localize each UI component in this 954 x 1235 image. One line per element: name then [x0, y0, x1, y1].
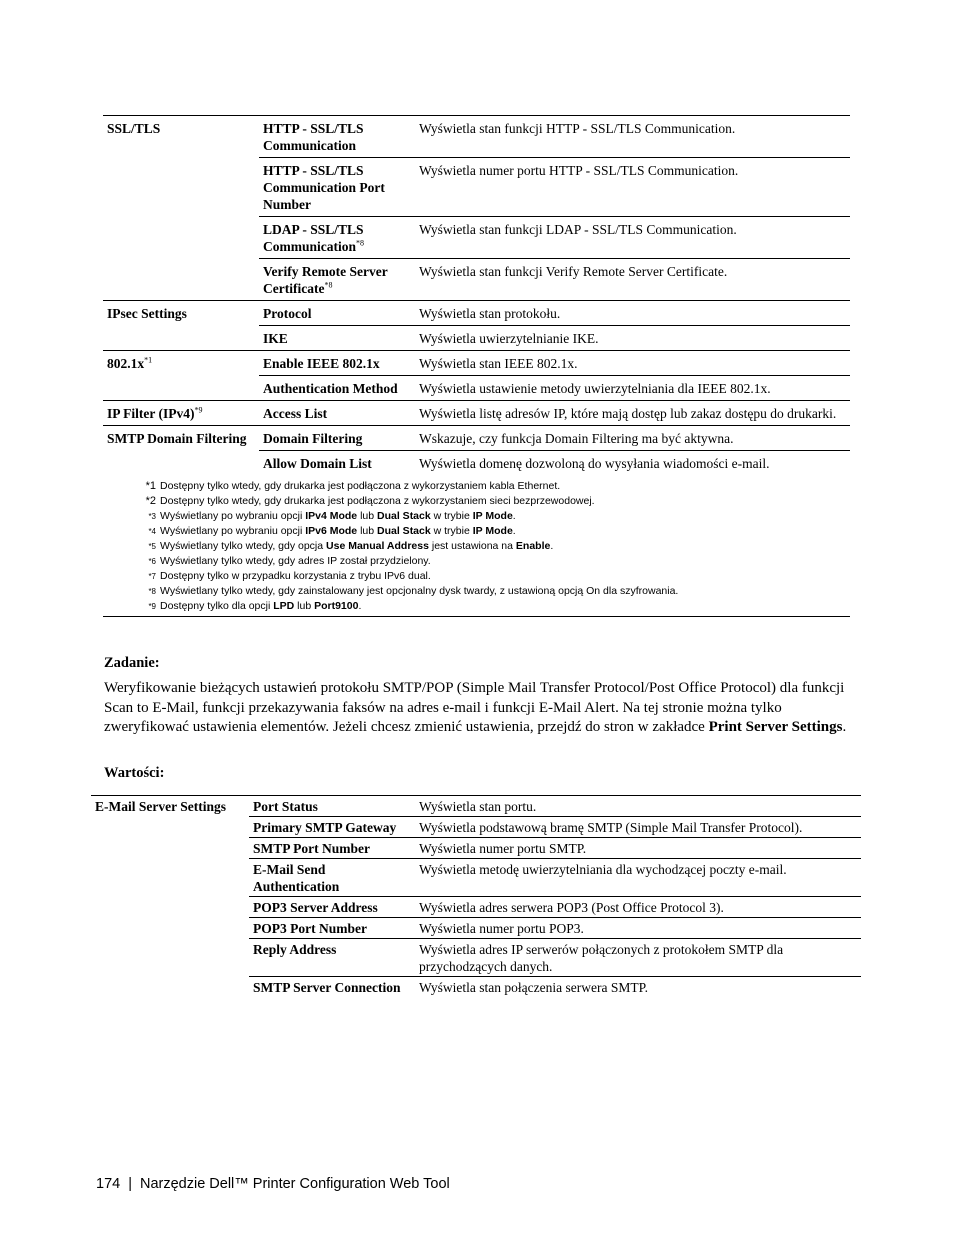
- footnote: *3 Wyświetlany po wybraniu opcji IPv4 Mode lub Dual Stack w trybie IP Mode.: [103, 509, 850, 524]
- footnote-mark: *6: [148, 557, 156, 566]
- footnote: *4 Wyświetlany po wybraniu opcji IPv6 Mode lub Dual Stack w trybie IP Mode.: [103, 524, 850, 539]
- group-label: SMTP Domain Filtering: [103, 426, 259, 451]
- setting-name: E-Mail Send Authentication: [249, 859, 415, 897]
- setting-name: Verify Remote Server Certificate$^{*8}$: [259, 259, 415, 301]
- table-row: [103, 401, 850, 426]
- group-label: SSL/TLS: [103, 116, 259, 158]
- table-row: [91, 796, 861, 817]
- setting-description: Wyświetla numer portu POP3.: [415, 918, 861, 939]
- setting-description: Wyświetla stan funkcji Verify Remote Server Certificate.: [415, 259, 850, 301]
- task-heading: Zadanie:: [104, 655, 160, 671]
- security-settings-table: [103, 115, 850, 475]
- setting-name: LDAP - SSL/TLS Communication$^{*8}$: [259, 217, 415, 259]
- footnote: *1 Dostępny tylko wtedy, gdy drukarka jest podłączona z wykorzystaniem kabla Ethernet.: [103, 479, 850, 494]
- table-row: [103, 259, 850, 301]
- setting-name: Authentication Method: [259, 376, 415, 401]
- setting-name: Port Status: [249, 796, 415, 817]
- footnote-mark: *2: [145, 495, 156, 507]
- footnote: *7 Dostępny tylko w przypadku korzystania z trybu IPv6 dual.: [103, 569, 850, 584]
- footnote: *2 Dostępny tylko wtedy, gdy drukarka jest podłączona z wykorzystaniem sieci bezprzewodowej.: [103, 494, 850, 509]
- footnote: *5 Wyświetlany tylko wtedy, gdy opcja Use Manual Address jest ustawiona na Enable.: [103, 539, 850, 554]
- setting-description: Wyświetla numer portu SMTP.: [415, 838, 861, 859]
- footnotes: [103, 479, 850, 617]
- setting-name: HTTP - SSL/TLS Communication: [259, 116, 415, 158]
- setting-name: Reply Address: [249, 939, 415, 977]
- setting-description: Wyświetla stan portu.: [415, 796, 861, 817]
- setting-name: POP3 Port Number: [249, 918, 415, 939]
- setting-description: Wskazuje, czy funkcja Domain Filtering ma być aktywna.: [415, 426, 850, 451]
- setting-description: Wyświetla domenę dozwoloną do wysyłania wiadomości e-mail.: [415, 451, 850, 476]
- setting-name: Protocol: [259, 301, 415, 326]
- footer-title: Narzędzie Dell™ Printer Configuration Web Tool: [139, 1176, 450, 1192]
- table-row: [103, 301, 850, 326]
- table-row: [103, 351, 850, 376]
- group-label: IPsec Settings: [103, 301, 259, 326]
- setting-name: Allow Domain List: [259, 451, 415, 476]
- setting-description: Wyświetla stan funkcji HTTP - SSL/TLS Communication.: [415, 116, 850, 158]
- footnote-mark: *1: [145, 480, 156, 492]
- setting-description: Wyświetla numer portu HTTP - SSL/TLS Communication.: [415, 158, 850, 217]
- table-row: [103, 326, 850, 351]
- page-number: 174: [96, 1176, 121, 1192]
- setting-description: Wyświetla podstawową bramę SMTP (Simple Mail Transfer Protocol).: [415, 817, 861, 838]
- footnote-mark: *5: [148, 542, 156, 551]
- setting-name: Domain Filtering: [259, 426, 415, 451]
- footnote-mark: *4: [148, 527, 156, 536]
- setting-name: Access List: [259, 401, 415, 426]
- footnote: *9 Dostępny tylko dla opcji LPD lub Port9100.: [103, 599, 850, 614]
- footnote-mark: *8: [148, 587, 156, 596]
- setting-description: Wyświetla adres serwera POP3 (Post Office Protocol 3).: [415, 897, 861, 918]
- table-row: [103, 376, 850, 401]
- setting-description: Wyświetla uwierzytelnianie IKE.: [415, 326, 850, 351]
- table-row: [103, 158, 850, 217]
- footnote-mark: *3: [148, 512, 156, 521]
- setting-description: Wyświetla adres IP serwerów połączonych z protokołem SMTP dla przychodzących danych.: [415, 939, 861, 977]
- setting-description: Wyświetla stan funkcji LDAP - SSL/TLS Communication.: [415, 217, 850, 259]
- setting-description: Wyświetla ustawienie metody uwierzytelniania dla IEEE 802.1x.: [415, 376, 850, 401]
- setting-name: SMTP Port Number: [249, 838, 415, 859]
- footer-separator: |: [128, 1176, 132, 1192]
- footnote-mark: *9: [148, 602, 156, 611]
- footnote: *8 Wyświetlany tylko wtedy, gdy zainstalowany jest opcjonalny dysk twardy, z ustawioną opcją On dla szyfrowania.: [103, 584, 850, 599]
- setting-name: POP3 Server Address: [249, 897, 415, 918]
- table-row: [103, 451, 850, 476]
- table-row: [103, 426, 850, 451]
- table-row: [103, 116, 850, 158]
- page-footer: [96, 1176, 450, 1192]
- setting-name: IKE: [259, 326, 415, 351]
- setting-name: HTTP - SSL/TLS Communication Port Number: [259, 158, 415, 217]
- setting-name: Enable IEEE 802.1x: [259, 351, 415, 376]
- email-server-settings-table: [91, 795, 861, 997]
- group-label: IP Filter $(IPv4)^{*9}$: [103, 401, 259, 426]
- setting-description: Wyświetla metodę uwierzytelniania dla wychodzącej poczty e-mail.: [415, 859, 861, 897]
- setting-description: Wyświetla stan protokołu.: [415, 301, 850, 326]
- footnote-mark: *7: [148, 572, 156, 581]
- setting-description: Wyświetla stan połączenia serwera SMTP.: [415, 977, 861, 998]
- setting-name: SMTP Server Connection: [249, 977, 415, 998]
- footnote: *6 Wyświetlany tylko wtedy, gdy adres IP został przydzielony.: [103, 554, 850, 569]
- table-row: [103, 217, 850, 259]
- task-paragraph: Weryfikowanie bieżących ustawień protokołu SMTP/POP (Simple Mail Transfer Protocol/Post Office Protocol) dla funkcji Scan to E-Mail, funkcji przekazywania faksów na adres e-mail i funkcji E-Mail Alert. Na tej stronie można tylko zweryfikować ustawienia elementów. Jeżeli chcesz zmienić ustawienia, przejdź do stron w zakładce Print Server Settings.: [104, 680, 847, 735]
- values-heading: Wartości:: [104, 765, 165, 781]
- group-label: $802.1x^{*1}$: [103, 351, 259, 376]
- group-label: E-Mail Server Settings: [91, 796, 249, 998]
- setting-description: Wyświetla stan IEEE 802.1x.: [415, 351, 850, 376]
- setting-name: Primary SMTP Gateway: [249, 817, 415, 838]
- setting-description: Wyświetla listę adresów IP, które mają dostęp lub zakaz dostępu do drukarki.: [415, 401, 850, 426]
